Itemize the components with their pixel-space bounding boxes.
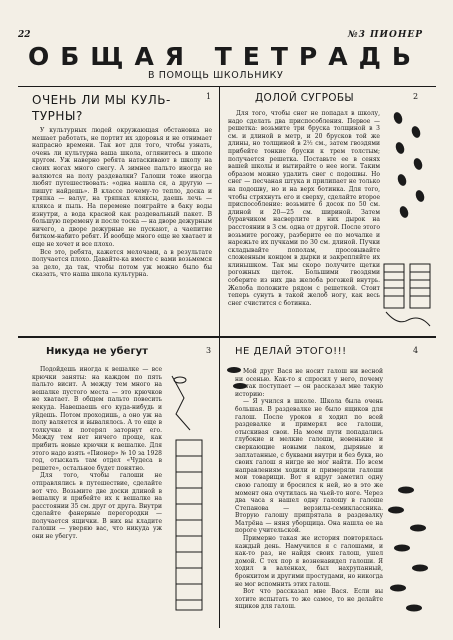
grate-and-brushes-illustration	[380, 260, 436, 332]
panel-1-number: 1	[206, 92, 212, 101]
footprints-illustration	[388, 108, 430, 228]
panel-3-heading: Никуда не убегут	[46, 346, 148, 357]
panel-4-paragraph: — Я учился в школе. Школа была очень большая. В раздевалке не было ящиков для галош. После уроков я ходил по всей раздевалке и примерял все галоши, отыскивая свои. На моем пути попадались глубокие и мелкие галоши, новенькие и сверкающие новыми лаком, дырявые и заплатанные, с буквами внутри и без букв, но своих галош я нигде не мог найти. По всем направлениям ходили и примеряли галоши мои товарищи. Вот я вдруг заметил одну свою галошу и бросился к ней, но в это же момент она очутилась на чьей-то ноге. Через два часа я нашел одну галошу в галоше Степанова — верзилы-семиклассника. Вторую галошу припрятала в раздевалку Матрёна — няня уборщица. Она нашла ее на пороге учительской.	[235, 398, 383, 535]
panel-3-text	[32, 366, 162, 541]
panel-4-heading: НЕ ДЕЛАЙ ЭТОГО!!!	[235, 346, 347, 357]
panel-3-number: 3	[206, 346, 212, 355]
page-subtitle: В ПОМОЩЬ ШКОЛЬНИКУ	[148, 70, 284, 81]
magazine-header: №3 ПИОНЕР	[347, 30, 423, 40]
panel-4-text	[235, 368, 383, 611]
panel-4-paragraph: Примерно такая же история повторялась каждый день. Намучился я с галошами, и как-то раз, не найдя своих галош, ушел домой. С тех пор я возненавидел галоши. Я ходил в валенках, был нахрупанный, бронхитом и другими простудами, но никогда не мог вспомнить этих галош.	[235, 535, 383, 588]
page-title: ОБЩАЯ ТЕТРАДЬ	[28, 42, 422, 71]
panel-1-paragraph: Все это, ребята, кажется мелочами, а в результате получается плохо. Давайте-ка вместе с вами возьмемся за дело, да так, чтобы потом уж можно было бы сказать, что наша школа культурна.	[32, 248, 212, 279]
panel-4-number: 4	[413, 346, 419, 355]
panel-1-heading: ОЧЕНЬ ЛИ МЫ КУЛЬ-ТУРНЫ?	[32, 93, 171, 123]
rule-under-title	[18, 86, 436, 87]
column-divider-bottom	[219, 338, 220, 628]
page-number: 22	[18, 30, 31, 40]
column-divider-top	[219, 86, 220, 336]
panel-1-text	[32, 127, 212, 279]
panel-4-paragraph: Вот что рассказал мне Вася. Если вы хотите испытать то же самое, то не делайте ящиков для галош.	[235, 588, 383, 611]
galoshes-pile-illustration	[384, 480, 434, 620]
shoe-rack-illustration	[166, 370, 214, 620]
panel-3-paragraph: Для того, чтобы галоши не отправлялись в путешествие, сделайте вот что. Возьмите две доски длиной в вешалку и прибейте их к вешалке на расстоянии 35 см. друг от друга. Внутри сделайте фанерные перегородки — получается ящички. В них вы кладите галоши — уверяю вас, что никуда уж они не убегут.	[32, 472, 162, 541]
rule-middle	[18, 336, 436, 338]
panel-2-paragraph: Для того, чтобы снег не попадал в школу, надо сделать два приспособления. Первое — решетка: возьмите три бруска толщиной в 3 см. и длиной в метр, и 20 брусков той же длины, но толщиной в 2½ см., затем гвоздями прибейте тонкие бруски к трем толстым; получается решетка. Поставьте ее в сенях вашей школы и вытирайте о нее ноги. Таким образом можно удалить снег с подошвы. Но снег — песчаная штука и прилипает не только на подошву, но и на верх ботинка. Для того, чтобы стряхнуть его и сверху, сделайте второе приспособление: возьмите 6 досок по 50 см. длиной и 20—25 см. шириной. Затем буравчиком насверлите в них дырок на расстоянии в 3 см. одна от другой. После этого возьмите рогожу, разберите ее по мочалке и нарежьте их пучками по 30 см. длиной. Пучки складывайте пополам, просовывайте сложенным концом в дырки и закрепляйте их клинышком. Так мы скоро получите щетки рогожных щеток. Большими гвоздями соберите из них два желоба рогожей внутрь. Желоба положите рядом с решеткой. Стоит теперь сунуть в такой желоб ногу, как весь снег счистится с ботинка.	[228, 110, 380, 307]
panel-2-heading: ДОЛОЙ СУГРОБЫ	[255, 92, 354, 104]
panel-1-paragraph: У культурных людей окружающая обстановка не мешает работать, не портит их здоровья и не отнимает напрасно времени. Так вот для того, чтобы узнать, очень ли культурна ваша школа, оглянитесь в школе кругом. Уж наверно ребята натаскивают в школу на своих ногах много снегу. А зимнее пальто иногда не валяются на полу раздевалки? Галоши тоже иногда любят путешествовать: «одна нашла ся, а другую — пишут найдешь». В классе почему-то тепло, доска и тряпка — валуг, на тряпках кляксы, даешь лечь — клякса и пыль. На перемене поиграйте в баку воды изнутри, а вода красной как раздевальный пакет. В большую перемену и после тоска — на дворе дежурным ничего, а дворе дежурные не пускают, а чаепитие битком-набито ребят. И вообще много еще не хватает и еще не хочет и все плохо.	[32, 127, 212, 248]
panel-4-paragraph: Мой друг Вася не носит галош ни весной ни осенью. Как-то я спросил у него, почему он так поступает — он рассказал мне такую историю:	[235, 368, 383, 398]
panel-3-paragraph: Подойдешь иногда к вешалке — все крючки заняты: на каждом по пять пальто висит. А между тем много на вешалке пустого места — это крючков не хватает. В общем пальто повесить некуда. Навешаешь его куда-нибудь и уйдешь. Потом проходишь, а оно уж на полу валяется и вывалялось. А то еще в толкучке и потерял заторнут его. Между тем нет ничего проще, как прибить новые крючки к вешалке. Для этого надо взять «Пионер» № 10 за 1928 год, отыскать там отдел «Чудеса в решете», остальное будет понятно.	[32, 366, 162, 472]
panel-2-text	[228, 110, 380, 307]
panel-2-number: 2	[413, 92, 419, 101]
